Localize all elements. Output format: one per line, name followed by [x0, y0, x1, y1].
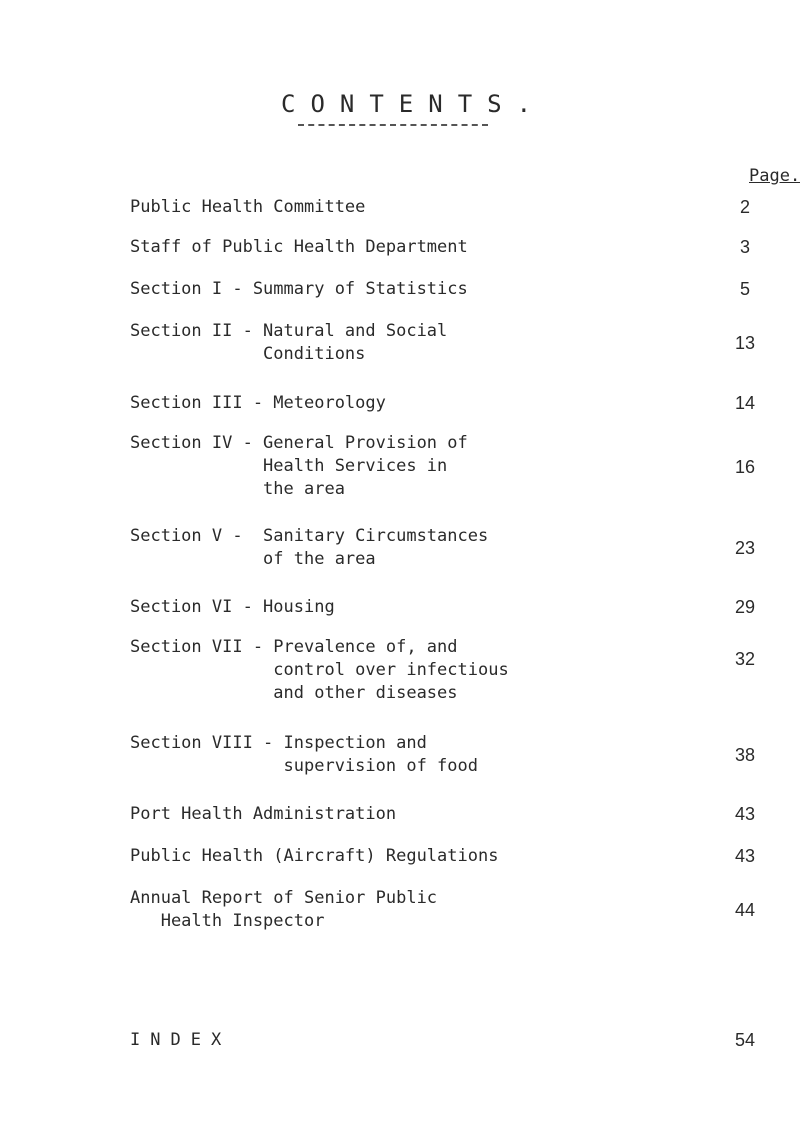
- toc-entry-label: Section I - Summary of Statistics: [130, 279, 468, 299]
- toc-entry-page: 13: [734, 333, 756, 353]
- toc-entry-label: Section V - Sanitary Circumstances of the area: [130, 526, 489, 569]
- index-label[interactable]: INDEX: [130, 1030, 232, 1050]
- toc-entry-page: 5: [739, 279, 750, 299]
- toc-entry-page: 38: [734, 745, 756, 765]
- toc-entry-label: Public Health (Aircraft) Regulations: [130, 846, 499, 866]
- toc-entry-page: 23: [734, 538, 756, 558]
- toc-entry-label: Section VIII - Inspection and supervision of food: [130, 733, 478, 776]
- toc-entry-page: 3: [739, 237, 750, 257]
- toc-entry-page: 43: [734, 804, 756, 824]
- toc-entry-label: Public Health Committee: [130, 197, 366, 217]
- toc-entry-label: Section VI - Housing: [130, 597, 335, 617]
- toc-entry-label: Port Health Administration: [130, 804, 397, 824]
- toc-entry-page: 14: [734, 393, 756, 413]
- page-column-heading: Page.: [749, 166, 800, 186]
- toc-entry-page: 43: [734, 846, 756, 866]
- toc-entry-page: 29: [734, 597, 756, 617]
- toc-entry-label: Section III - Meteorology: [130, 393, 386, 413]
- toc-entry-label: Section VII - Prevalence of, and control over infectious and other diseases: [130, 637, 509, 703]
- index-page: 54: [734, 1030, 756, 1050]
- toc-entry-page: 2: [739, 197, 750, 217]
- toc-entry-label: Section II - Natural and Social Conditions: [130, 321, 448, 364]
- toc-entry-label: Section IV - General Provision of Health Services in the area: [130, 433, 468, 499]
- toc-entry-page: 44: [734, 900, 756, 920]
- toc-entry-page: 32: [734, 649, 756, 669]
- page-title: CONTENTS.: [281, 90, 547, 118]
- title-underline: [298, 124, 488, 126]
- toc-entry-label: Annual Report of Senior Public Health Inspector: [130, 888, 438, 931]
- toc-entry-label: Staff of Public Health Department: [130, 237, 468, 257]
- toc-entry-page: 16: [734, 457, 756, 477]
